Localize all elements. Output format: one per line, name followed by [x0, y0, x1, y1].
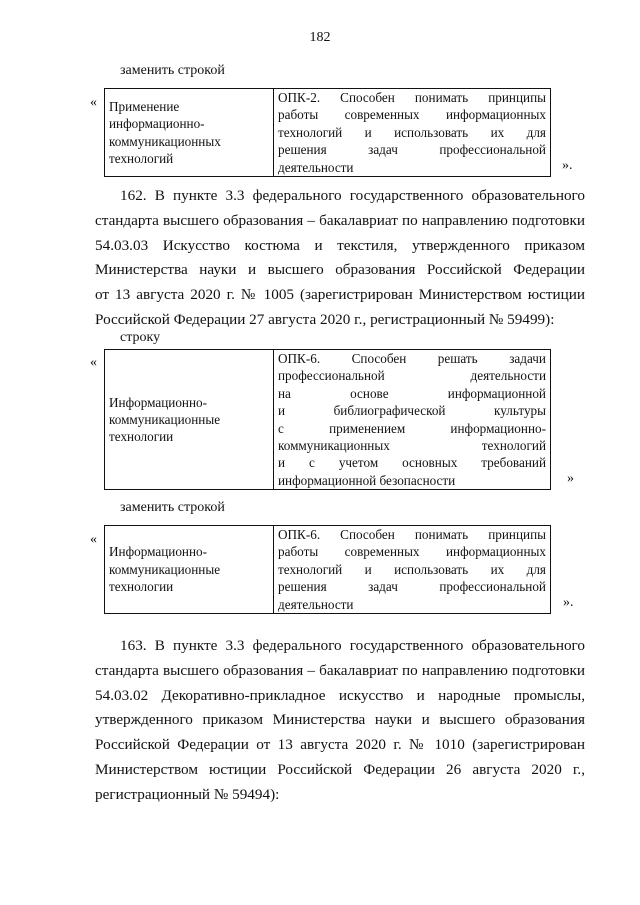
paragraph-line: Российской Федерации от 13 августа 2020 г. № 1010 (зарегистрирован [95, 736, 585, 754]
close-quote-2: » [567, 471, 574, 486]
right-line: с применением информационно- [278, 420, 546, 436]
right-line: ОПК-2. Способен понимать принципы [278, 90, 546, 105]
right-line: работы современных информационных [278, 544, 546, 560]
right-line: информационной безопасности [278, 472, 456, 488]
right-line: на основе информационной [278, 385, 546, 401]
table-1-left-cell [105, 89, 274, 177]
paragraph-line: 162. В пункте 3.3 федерального государственного образовательного [120, 187, 585, 204]
replace-label-2: заменить строкой [120, 500, 225, 515]
left-line: информационно- [109, 116, 205, 132]
left-line: коммуникационные [109, 561, 221, 577]
right-line: работы современных информационных [278, 107, 546, 123]
right-line: деятельности [278, 159, 354, 175]
table-3 [104, 525, 551, 614]
open-quote-1: « [90, 95, 97, 110]
paragraph-162 [95, 184, 585, 333]
table-row [105, 350, 551, 490]
paragraph-line: 54.03.02 Декоративно-прикладное искусство и народные промыслы, [95, 686, 585, 704]
close-quote-3: ». [563, 595, 574, 610]
table-row [105, 526, 551, 614]
paragraph-line: от 13 августа 2020 г. № 1005 (зарегистрирован Министерством юстиции [95, 286, 585, 304]
open-quote-3: « [90, 532, 97, 547]
right-line: технологий и использовать их для [278, 561, 546, 577]
close-quote-1: ». [562, 158, 573, 173]
left-line: коммуникационные [109, 411, 221, 427]
right-line: решения задач профессиональной [278, 142, 546, 158]
paragraph-line: 163. В пункте 3.3 федерального государственного образовательного [120, 637, 585, 654]
right-line: решения задач профессиональной [278, 579, 546, 595]
row-label: строку [120, 330, 161, 345]
left-line: технологий [109, 150, 174, 166]
right-line: и библиографической культуры [278, 403, 546, 419]
paragraph-line: Министерством юстиции Российской Федерации 26 августа 2020 г., [95, 760, 585, 778]
paragraph-163 [95, 634, 585, 808]
table-row [105, 89, 551, 177]
right-line: профессиональной деятельности [278, 368, 546, 384]
open-quote-2: « [90, 355, 97, 370]
page-number: 182 [309, 30, 331, 45]
paragraph-line: Министерства науки и высшего образования Российской Федерации [95, 261, 585, 279]
right-line: деятельности [278, 596, 354, 612]
right-line: и с учетом основных требований [278, 455, 546, 471]
left-line: Применение [109, 98, 180, 114]
table-1-right-cell [274, 89, 551, 177]
paragraph-line: Российской Федерации 27 августа 2020 г., регистрационный № 59499): [95, 310, 555, 328]
paragraph-line: утвержденного приказом Министерства науки и высшего образования [95, 711, 585, 729]
table-2-left-cell [105, 350, 274, 490]
paragraph-line: регистрационный № 59494): [95, 785, 280, 803]
left-line: Информационно- [109, 394, 208, 410]
paragraph-line: стандарта высшего образования – бакалавриат по направлению подготовки [95, 661, 585, 679]
table-2 [104, 349, 551, 490]
right-line: технологий и использовать их для [278, 124, 546, 140]
table-3-left-cell [105, 526, 274, 614]
left-line: технологии [109, 429, 174, 445]
replace-label-1: заменить строкой [120, 63, 225, 78]
paragraph-line: стандарта высшего образования – бакалавриат по направлению подготовки [95, 211, 585, 229]
left-line: Информационно- [109, 544, 208, 560]
left-line: коммуникационных [109, 133, 221, 149]
paragraph-line: 54.03.03 Искусство костюма и текстиля, утвержденного приказом [95, 236, 585, 254]
table-2-right-cell [274, 350, 551, 490]
right-line: ОПК-6. Способен понимать принципы [278, 527, 546, 542]
left-line: технологии [109, 579, 174, 595]
table-1 [104, 88, 551, 177]
right-line: коммуникационных технологий [278, 438, 546, 454]
right-line: ОПК-6. Способен решать задачи [278, 351, 546, 366]
table-3-right-cell [274, 526, 551, 614]
